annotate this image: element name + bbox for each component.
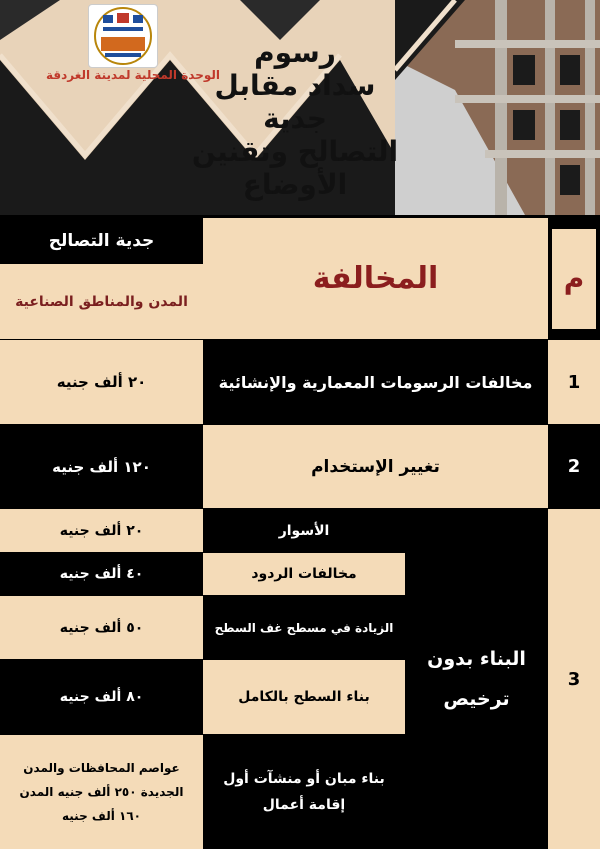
row-2-violation: تغيير الإستخدام [203,425,548,508]
subrow-3-label: الزيادة في مسطح غف السطح [203,596,405,659]
row-3-number: 3 [548,509,600,849]
num-column-header [548,218,600,339]
subrow-1-label: الأسوار [203,509,405,552]
subrow-5-fee: عواصم المحافظات والمدن الجديدة ٢٥٠ ألف جنيه المدن ١٦٠ ألف جنيه [0,735,203,849]
building-photo [395,0,600,215]
row-1-fee: ٢٠ ألف جنيه [0,340,203,424]
row-2-fee: ١٢٠ ألف جنيه [0,425,203,508]
municipality-name: الوحدة المحلية لمدينة الغردقة [45,68,221,82]
municipality-logo [88,4,158,68]
row-1-number: 1 [548,340,600,424]
num-column-label: م [552,229,596,329]
fee-column-header: جدية التصالح [0,218,203,263]
title-line: الأوضاع [242,168,348,201]
violation-column-header: المخالفة [203,218,548,339]
subrow-4-fee: ٨٠ ألف جنيه [0,660,203,734]
title-line: رسوم [254,36,336,69]
subrow-1-fee: ٢٠ ألف جنيه [0,509,203,552]
subrow-5-label: بناء مبان أو منشآت أول إقامة أعمال [203,735,405,849]
subrow-2-label: مخالفات الردود [203,553,405,595]
header-banner [0,0,600,215]
subrow-4-label: بناء السطح بالكامل [203,660,405,734]
row-3-group-title: البناء بدون ترخيص [405,509,548,849]
title-line: التصالح وتقنين [191,135,399,168]
subrow-2-fee: ٤٠ ألف جنيه [0,553,203,595]
row-1-violation: مخالفات الرسومات المعمارية والإنشائية [203,340,548,424]
subrow-3-fee: ٥٠ ألف جنيه [0,596,203,659]
title-line: سداد مقابل جدية [214,69,376,135]
fee-subheader: المدن والمناطق الصناعية [0,264,203,339]
header-title [180,36,410,201]
row-2-number: 2 [548,425,600,508]
